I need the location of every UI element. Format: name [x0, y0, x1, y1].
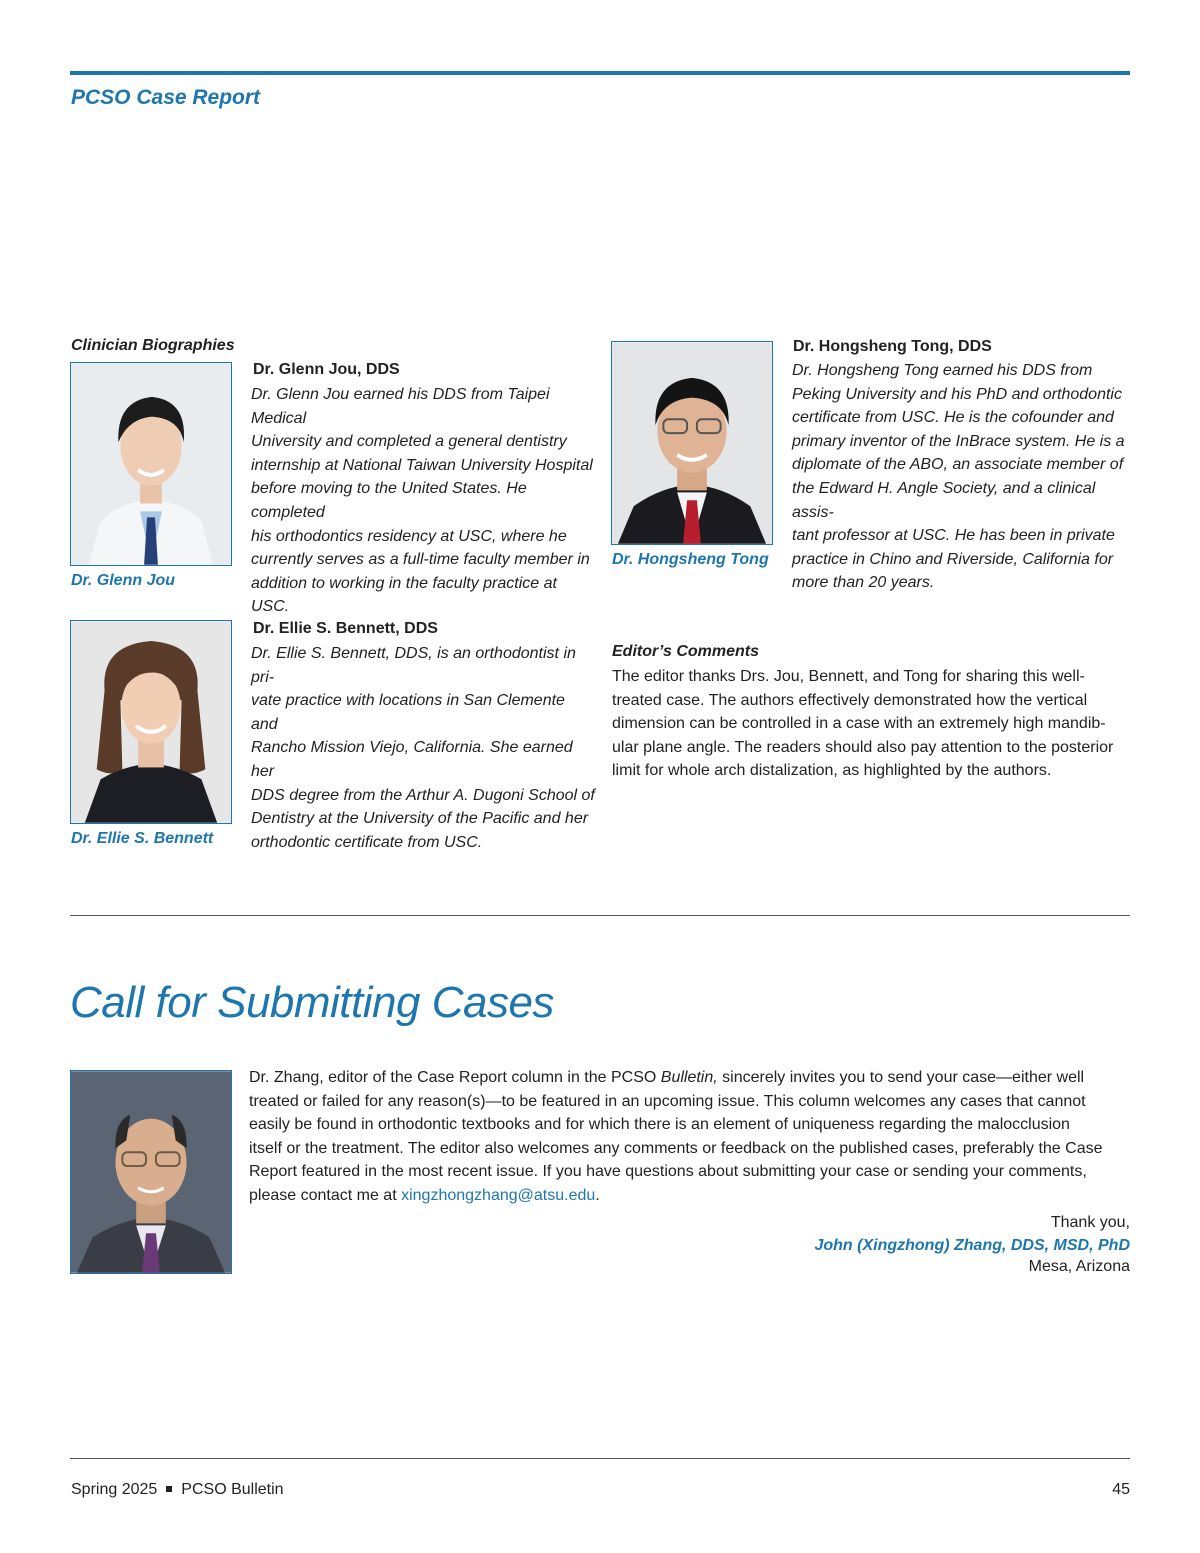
call-line: easily be found in orthodontic textbooks and for which there is an element of uniqueness regarding the malocclusion [249, 1116, 1070, 1134]
biographies-heading: Clinician Biographies [71, 337, 235, 354]
portrait-image [71, 363, 231, 565]
editor-comments-heading: Editor’s Comments [612, 643, 759, 660]
glenn-jou-photo [70, 362, 232, 566]
ellie-bennett-caption: Dr. Ellie S. Bennett [71, 830, 214, 847]
bio-line: certificate from USC. He is the cofounder and [792, 409, 1114, 427]
bio-line: vate practice with locations in San Clemente and [251, 692, 565, 733]
comment-line: The editor thanks Drs. Jou, Bennett, and Tong for sharing this well- [612, 668, 1085, 685]
contact-email-link[interactable]: xingzhongzhang@atsu.edu [401, 1186, 596, 1204]
bio-line: more than 20 years. [792, 574, 935, 592]
hongsheng-tong-photo [611, 341, 773, 545]
section-title: PCSO Case Report [71, 86, 261, 109]
thank-you-text: Thank you, [1050, 1214, 1130, 1231]
signature-name: John (Xingzhong) Zhang, DDS, MSD, PhD [814, 1237, 1130, 1254]
bulletin-italic: Bulletin, [660, 1069, 718, 1086]
bio-line: DDS degree from the Arthur A. Dugoni School of [251, 786, 595, 804]
bio-line: Dr. Ellie S. Bennett, DDS, is an orthodontist in pri- [251, 645, 576, 686]
hongsheng-tong-bio [792, 359, 1137, 595]
bio-line: his orthodontics residency at USC, where he [251, 527, 567, 545]
call-text-segment: please contact me at [249, 1186, 402, 1204]
bio-line: Dr. Glenn Jou earned his DDS from Taipei Medical [251, 386, 550, 427]
call-for-cases-title: Call for Submitting Cases [70, 978, 554, 1027]
footer-season: Spring 2025 [71, 1481, 158, 1498]
call-text-segment: Dr. Zhang, editor of the Case Report column in the PCSO [249, 1069, 661, 1086]
bio-line: addition to working in the faculty practice at USC. [251, 574, 557, 616]
footer-issue [71, 1481, 284, 1499]
bio-line: Rancho Mission Viejo, California. She earned her [251, 739, 573, 780]
bio-line: internship at National Taiwan University Hospital [251, 456, 593, 474]
hongsheng-tong-name: Dr. Hongsheng Tong, DDS [793, 338, 992, 355]
footer-rule [70, 1458, 1130, 1459]
bio-line: University and completed a general dentistry [251, 433, 567, 451]
bio-line: diplomate of the ABO, an associate member of [792, 456, 1124, 474]
footer-publication: PCSO Bulletin [181, 1481, 284, 1498]
ellie-bennett-bio [251, 642, 596, 854]
call-text-segment: . [595, 1186, 600, 1204]
editor-zhang-photo [70, 1070, 232, 1274]
bio-line: Peking University and his PhD and orthodontic [792, 385, 1122, 403]
bio-line: tant professor at USC. He has been in private [792, 527, 1115, 545]
bullet-separator-icon [166, 1486, 172, 1492]
comment-line: limit for whole arch distalization, as highlighted by the authors. [612, 762, 1052, 780]
glenn-jou-bio [251, 383, 596, 619]
call-line: treated or failed for any reason(s)—to be featured in an upcoming issue. This column welcomes any cases that cannot [249, 1092, 1086, 1110]
ellie-bennett-photo [70, 620, 232, 824]
call-line: itself or the treatment. The editor also welcomes any comments or feedback on the published cases, preferably the Case [249, 1139, 1103, 1157]
bio-line: Dr. Hongsheng Tong earned his DDS from [792, 362, 1093, 379]
call-line [249, 1066, 1129, 1090]
glenn-jou-name: Dr. Glenn Jou, DDS [253, 361, 400, 378]
bio-line: primary inventor of the InBrace system. He is a [792, 432, 1125, 450]
editor-comments-text [612, 665, 1130, 783]
comment-line: dimension can be controlled in a case with an extremely high mandib- [612, 715, 1106, 733]
bio-line: before moving to the United States. He completed [251, 480, 527, 521]
bio-line: the Edward H. Angle Society, and a clinical assis- [792, 479, 1096, 521]
ellie-bennett-name: Dr. Ellie S. Bennett, DDS [253, 620, 438, 637]
header-rule [70, 71, 1130, 75]
bio-line: Dentistry at the University of the Pacific and her [251, 810, 589, 828]
bio-line: practice in Chino and Riverside, California for [792, 550, 1114, 568]
portrait-image [71, 1071, 231, 1273]
comment-line: ular plane angle. The readers should also pay attention to the posterior [612, 738, 1114, 756]
signature-location: Mesa, Arizona [1028, 1258, 1130, 1275]
portrait-image [71, 621, 231, 823]
call-line: Report featured in the most recent issue. If you have questions about submitting your case or sending your comments, [249, 1163, 1087, 1181]
page-number: 45 [1112, 1481, 1130, 1498]
section-divider [70, 915, 1130, 916]
call-for-cases-text [249, 1066, 1129, 1208]
call-text-segment: sincerely invites you to send your case—either well [717, 1069, 1085, 1086]
bio-line: orthodontic certificate from USC. [251, 833, 483, 851]
hongsheng-tong-caption: Dr. Hongsheng Tong [612, 551, 769, 568]
bio-line: currently serves as a full-time faculty member in [251, 551, 590, 569]
comment-line: treated case. The authors effectively demonstrated how the vertical [612, 691, 1088, 709]
call-line [249, 1184, 1129, 1208]
portrait-image [612, 342, 772, 544]
glenn-jou-caption: Dr. Glenn Jou [71, 572, 176, 589]
